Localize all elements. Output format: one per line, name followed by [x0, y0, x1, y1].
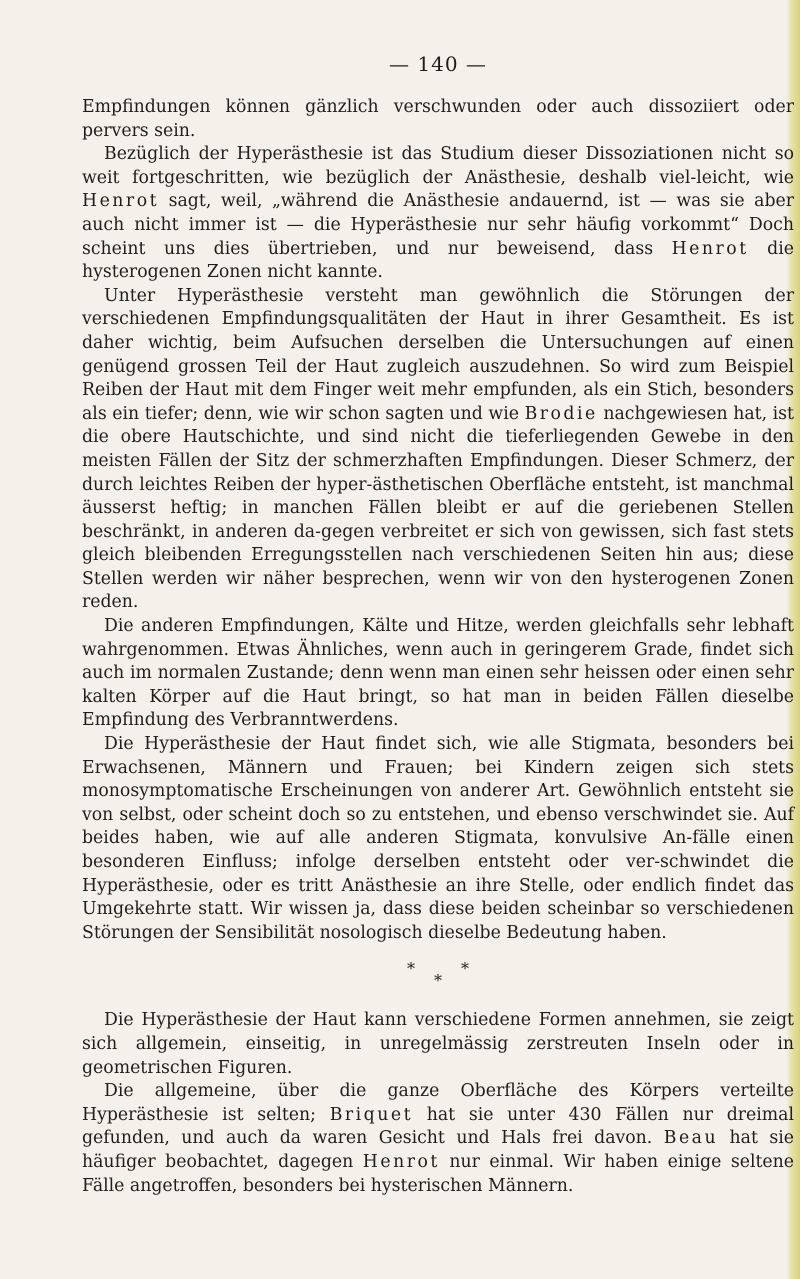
author-name: Briquet [329, 1104, 414, 1125]
paragraph-text: Bezüglich der Hyperästhesie ist das Studium dieser Dissoziationen nicht so weit fortgeschritten, wie bezüglich der Anästhesie, deshalb viel-leicht, wie [82, 144, 794, 188]
author-name: Henrot [671, 238, 749, 259]
separator-asterisk-bottom: * [434, 971, 442, 991]
paragraph-text: Die Hyperästhesie der Haut findet sich, wie alle Stigmata, besonders bei Erwachsenen, Männern und Frauen; bei Kindern zeigen sich stets monosymptomatische Erscheinungen von anderer Art. Gewöhnlich entsteht sie von selbst, oder scheint doch so zu entstehen, und ebenso verschwindet sie. Auf beides haben, wie auf alle anderen Stigmata, konvulsive An-fälle einen besonderen Einfluss; infolge derselben entsteht oder ver-schwindet die Hyperästhesie, oder es tritt Anästhesie an ihre Stelle, oder endlich findet das Umgekehrte statt. Wir wissen ja, dass diese beiden scheinbar so verschiedenen Störungen der Sensibilität nosologisch dieselbe Bedeutung haben. [82, 734, 794, 943]
book-page [82, 52, 794, 1198]
section-separator [82, 959, 794, 991]
paragraph [82, 615, 794, 733]
author-name: Beau [663, 1128, 719, 1149]
separator-asterisk: * [461, 959, 469, 979]
paragraph-text: Unter Hyperästhesie versteht man gewöhnlich die Störungen der verschiedenen Empfindungsqualitäten der Haut in ihrer Gesamtheit. Es ist daher wichtig, beim Aufsuchen derselben die Untersuchungen auf einen genügend grossen Teil der Haut zugleich auszudehnen. So wird zum Beispiel Reiben der Haut mit dem Finger weit mehr empfunden, als ein Stich, besonders als ein tiefer; denn, wie wir schon sagten und wie [82, 285, 794, 424]
paragraph [82, 1080, 794, 1198]
text-section-1 [82, 96, 794, 945]
paragraph-text: hat sie häufiger beobachtet, dagegen [82, 1128, 794, 1172]
paragraph-text: Die anderen Empfindungen, Kälte und Hitze, werden gleichfalls sehr lebhaft wahrgenommen. Etwas Ähnliches, wenn auch in geringerem Grade, findet sich auch im normalen Zustande; denn wenn man einen sehr heissen oder einen sehr kalten Körper auf die Haut bringt, so hat man in beiden Fällen dieselbe Empfindung des Verbranntwerdens. [82, 616, 794, 731]
paragraph-text: nachgewiesen hat, ist die obere Hautschichte, und sind nicht die tieferliegenden Gewebe in den meisten Fällen der Sitz der schmerzhaften Empfindungen. Dieser Schmerz, der durch leichtes Reiben der hyper-ästhetischen Oberfläche entsteht, ist manchmal äusserst heftig; in manchen Fällen bleibt er auf die geriebenen Stellen beschränkt, in anderen da-gegen verbreitet er sich von gewissen, sich fast stets gleich bleibenden Erregungsstellen nach verschiedenen Seiten hin aus; diese Stellen werden wir näher besprechen, wenn wir von den hysterogenen Zonen reden. [82, 403, 794, 613]
page-number: — 140 — [389, 52, 487, 76]
paragraph-text: sagt, weil, „während die Anästhesie andauernd, ist — was sie aber auch nicht immer ist — die Hyperästhesie nur sehr häufig vorkommt“ Doch scheint uns dies übertrieben, und nur beweisend, dass [82, 191, 794, 259]
paragraph-text: hat sie unter 430 Fällen nur dreimal gefunden, und auch da waren Gesicht und Hals frei davon. [82, 1104, 794, 1149]
text-section-2 [82, 1009, 794, 1198]
paragraph-text: Die Hyperästhesie der Haut kann verschiedene Formen annehmen, sie zeigt sich allgemein, einseitig, in unregelmässig zerstreuten Inseln oder in geometrischen Figuren. [82, 1010, 794, 1078]
paragraph-text: die hysterogenen Zonen nicht kannte. [82, 238, 794, 283]
paragraph [82, 143, 794, 285]
paragraph-text: nur einmal. Wir haben einige seltene Fälle angetroffen, besonders bei hysterischen Männern. [82, 1151, 795, 1196]
paragraph [82, 285, 794, 615]
separator-asterisk: * [407, 959, 415, 979]
paragraph [82, 733, 794, 945]
author-name: Brodie [524, 403, 598, 424]
paragraph-text: Empfindungen können gänzlich verschwunden oder auch dissoziiert oder pervers sein. [82, 97, 794, 141]
paragraph-text: Die allgemeine, über die ganze Oberfläche des Körpers verteilte Hyperästhesie ist selten; [82, 1081, 794, 1125]
paragraph [82, 1009, 794, 1080]
author-name: Henrot [362, 1151, 440, 1172]
paragraph [82, 96, 794, 143]
author-name: Henrot [82, 191, 160, 212]
